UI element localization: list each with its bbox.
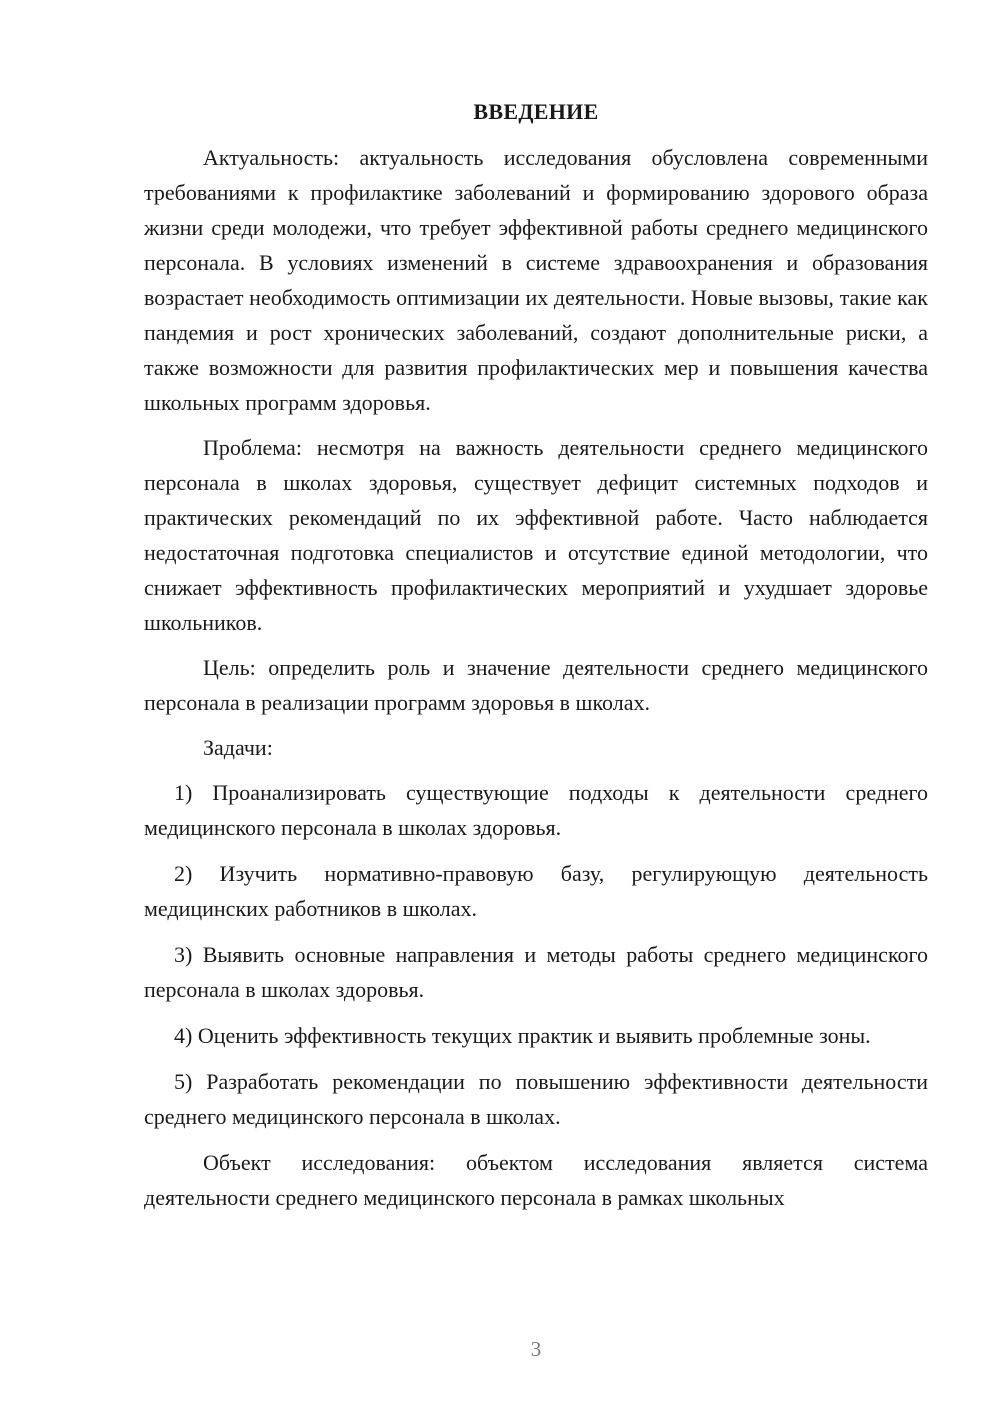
page-content [144,94,928,1225]
paragraph-relevance: Актуальность: актуальность исследования обусловлена современными требованиями к профилактике заболеваний и формированию здорового образа жизни среди молодежи, что требует эффективной работы среднего медицинского персонала. В условиях изменений в системе здравоохранения и образования возрастает необходимость оптимизации их деятельности. Новые вызовы, такие как пандемия и рост хронических заболеваний, создают дополнительные риски, а также возможности для развития профилактических мер и повышения качества школьных программ здоровья. [144,145,928,415]
tasks-heading: Задачи: [203,735,273,760]
task-item-5: 5) Разработать рекомендации по повышению эффективности деятельности среднего медицинского персонала в школах. [144,1069,928,1129]
section-title: ВВЕДЕНИЕ [473,99,599,124]
task-item-4: 4) Оценить эффективность текущих практик и выявить проблемные зоны. [174,1023,871,1048]
paragraph-goal: Цель: определить роль и значение деятельности среднего медицинского персонала в реализации программ здоровья в школах. [144,655,928,715]
page-number: 3 [530,1337,542,1361]
paragraph-problem: Проблема: несмотря на важность деятельности среднего медицинского персонала в школах здоровья, существует дефицит системных подходов и практических рекомендаций по их эффективной работе. Часто наблюдается недостаточная подготовка специалистов и отсутствие единой методологии, что снижает эффективность профилактических мероприятий и ухудшает здоровье школьников. [144,435,928,635]
task-item-2: 2) Изучить нормативно-правовую базу, регулирующую деятельность медицинских работников в школах. [144,861,928,921]
paragraph-object: Объект исследования: объектом исследования является система деятельности среднего медицинского персонала в рамках школьных [144,1150,928,1210]
task-item-3: 3) Выявить основные направления и методы работы среднего медицинского персонала в школах здоровья. [144,942,928,1002]
task-item-1: 1) Проанализировать существующие подходы к деятельности среднего медицинского персонала в школах здоровья. [144,780,928,840]
